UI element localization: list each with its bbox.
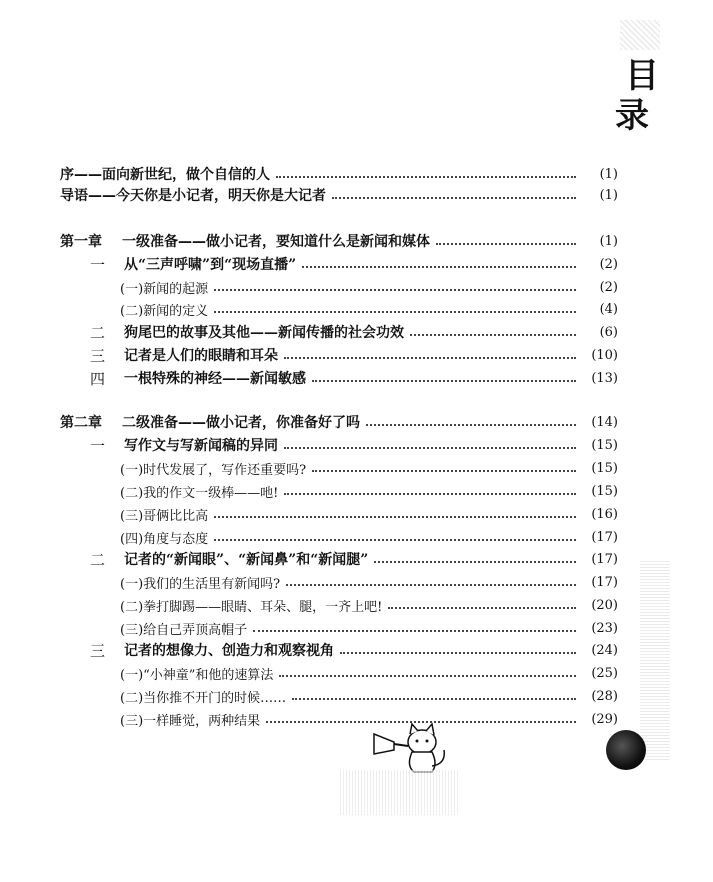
leader-dots — [279, 675, 576, 677]
page-number: (29) — [591, 711, 618, 727]
leader-dots — [284, 493, 576, 495]
toc-subsection[interactable] — [120, 617, 618, 639]
entry-text: 二级准备——做小记者，你准备好了吗 — [122, 415, 360, 431]
toc-subsection[interactable] — [120, 298, 618, 320]
leader-dots — [214, 539, 576, 541]
chapter-label: 第一章 — [60, 234, 102, 250]
page-number: (16) — [591, 506, 618, 522]
entry-text: 从“三声呼啸”到“现场直播” — [124, 257, 297, 273]
toc-title-part-1: 目 — [625, 56, 659, 96]
page-number: (17) — [591, 551, 618, 567]
leader-dots — [302, 266, 576, 268]
leader-dots — [286, 584, 576, 586]
leader-dots — [410, 334, 576, 336]
entry-text: 写作文与写新闻稿的异同 — [124, 438, 278, 454]
leader-dots — [292, 698, 576, 700]
toc-subsection[interactable] — [120, 685, 618, 707]
entry-text: 狗尾巴的故事及其他——新闻传播的社会功效 — [124, 325, 404, 341]
leader-dots — [332, 197, 576, 199]
page-number: (23) — [591, 620, 618, 636]
page-number: (14) — [591, 414, 618, 430]
entry-text: (三)哥俩比比高 — [120, 508, 209, 524]
section-number: 二 — [90, 550, 106, 569]
toc-subsection[interactable] — [120, 276, 618, 298]
entry-text: 一级准备——做小记者，要知道什么是新闻和媒体 — [122, 234, 430, 250]
section-number: 三 — [90, 641, 106, 660]
entry-text: 导语——今天你是小记者，明天你是大记者 — [60, 188, 326, 204]
leader-dots — [312, 470, 576, 472]
toc-section[interactable] — [90, 639, 618, 661]
toc-subsection[interactable] — [120, 594, 618, 616]
page-number: (6) — [599, 324, 618, 340]
page-number: (1) — [599, 187, 618, 203]
page-number: (15) — [591, 460, 618, 476]
page-number: (1) — [599, 233, 618, 249]
toc-section[interactable] — [90, 548, 618, 570]
corner-texture — [620, 20, 660, 50]
entry-text: 记者是人们的眼睛和耳朵 — [124, 348, 278, 364]
page-number: (2) — [599, 256, 618, 272]
page-number: (28) — [591, 688, 618, 704]
leader-dots — [374, 561, 576, 563]
leader-dots — [388, 607, 576, 609]
bottom-texture — [340, 770, 460, 815]
entry-text: (一)时代发展了，写作还重要吗? — [120, 462, 307, 478]
leader-dots — [214, 516, 576, 518]
entry-text: (二)新闻的定义 — [120, 303, 209, 319]
page-number: (20) — [591, 597, 618, 613]
page-number: (2) — [599, 279, 618, 295]
entry-text: (四)角度与态度 — [120, 531, 209, 547]
leader-dots — [436, 243, 576, 245]
page-number: (13) — [591, 370, 618, 386]
page-number: (1) — [599, 166, 618, 182]
page-number: (10) — [591, 347, 618, 363]
toc-section[interactable] — [90, 321, 618, 343]
toc-subsection[interactable] — [120, 503, 618, 525]
entry-text: 记者的“新闻眼”、“新闻鼻”和“新闻腿” — [124, 552, 369, 568]
leader-dots — [214, 289, 576, 291]
toc-title-part-2: 录 — [615, 96, 649, 136]
toc-section[interactable] — [90, 253, 618, 275]
toc-subsection[interactable] — [120, 662, 618, 684]
entry-text: 一根特殊的神经——新闻敏感 — [124, 371, 306, 387]
toc-chapter-2[interactable] — [60, 411, 618, 433]
entry-text: (一)新闻的起源 — [120, 281, 209, 297]
ink-blot — [606, 730, 646, 770]
entry-text: (二)我的作文一级棒——吔! — [120, 485, 279, 501]
toc-subsection[interactable] — [120, 526, 618, 548]
leader-dots — [312, 380, 576, 382]
page-number: (15) — [591, 437, 618, 453]
entry-text: (二)当你推不开门的时候…… — [120, 690, 287, 706]
entry-text: (三)一样睡觉，两种结果 — [120, 713, 261, 729]
entry-text: (二)拳打脚踢——眼睛、耳朵、腿，一齐上吧! — [120, 599, 383, 615]
margin-texture — [640, 560, 670, 760]
leader-dots — [276, 176, 576, 178]
entry-text: (一)“小神童”和他的速算法 — [120, 667, 274, 683]
toc-subsection[interactable] — [120, 457, 618, 479]
section-number: 三 — [90, 346, 106, 365]
page-number: (4) — [599, 301, 618, 317]
section-number: 一 — [90, 255, 106, 274]
leader-dots — [340, 652, 576, 654]
page-number: (25) — [591, 665, 618, 681]
toc-subsection[interactable] — [120, 708, 618, 730]
section-number: 四 — [90, 369, 106, 388]
leader-dots — [284, 447, 576, 449]
page-number: (17) — [591, 574, 618, 590]
toc-section[interactable] — [90, 367, 618, 389]
entry-text: (一)我们的生活里有新闻吗? — [120, 576, 281, 592]
toc-entry-preface[interactable] — [60, 163, 618, 185]
entry-text: 序——面向新世纪，做个自信的人 — [60, 167, 270, 183]
section-number: 一 — [90, 436, 106, 455]
section-number: 二 — [90, 323, 106, 342]
leader-dots — [214, 311, 576, 313]
toc-entry-intro[interactable] — [60, 184, 618, 206]
leader-dots — [253, 630, 576, 632]
toc-chapter-1[interactable] — [60, 230, 618, 252]
page-number: (24) — [591, 642, 618, 658]
toc-section[interactable] — [90, 344, 618, 366]
page-number: (17) — [591, 529, 618, 545]
leader-dots — [366, 424, 576, 426]
leader-dots — [284, 357, 576, 359]
page-number: (15) — [591, 483, 618, 499]
toc-subsection[interactable] — [120, 571, 618, 593]
entry-text: 记者的想像力、创造力和观察视角 — [124, 643, 334, 659]
toc-subsection[interactable] — [120, 480, 618, 502]
chapter-label: 第二章 — [60, 415, 102, 431]
entry-text: (三)给自己弄顶高帽子 — [120, 622, 248, 638]
toc-section[interactable] — [90, 434, 618, 456]
